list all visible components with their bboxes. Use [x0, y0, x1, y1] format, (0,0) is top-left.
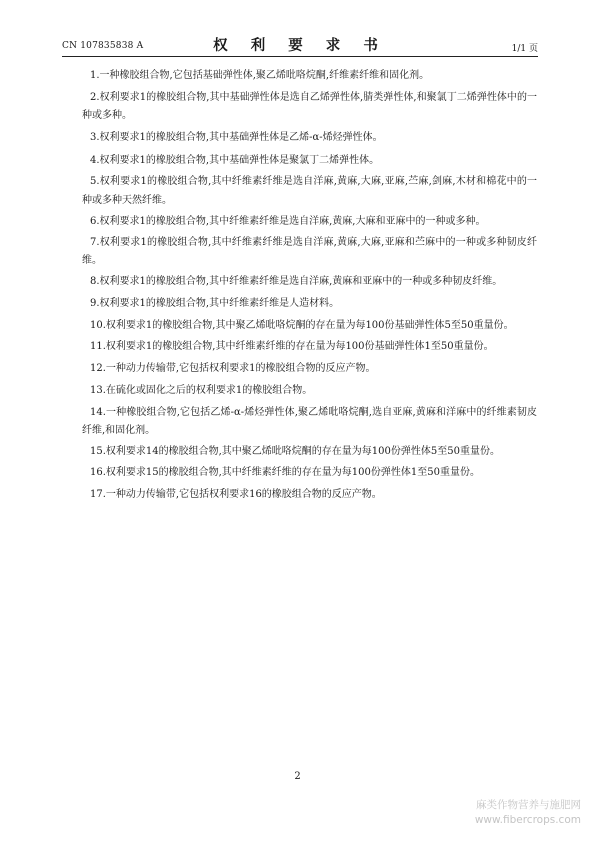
claim-5: 5.权利要求1的橡胶组合物,其中纤维素纤维是选自洋麻,黄麻,大麻,亚麻,苎麻,剑麻,木材和棉花中的一种或多种天然纤维。 — [82, 176, 537, 206]
claims-list — [82, 66, 537, 508]
claim-1: 1.一种橡胶组合物,它包括基础弹性体,聚乙烯吡咯烷酮,纤维素纤维和固化剂。 — [90, 70, 430, 81]
claim-6: 6.权利要求1的橡胶组合物,其中纤维素纤维是选自洋麻,黄麻,大麻和亚麻中的一种或多种。 — [90, 215, 486, 227]
claim-11: 11.权利要求1的橡胶组合物,其中纤维素纤维的存在量为每100份基础弹性体1至50重量份。 — [90, 340, 494, 352]
claim-16: 16.权利要求15的橡胶组合物,其中纤维素纤维的存在量为每100份弹性体1至50重量份。 — [90, 467, 480, 478]
watermark-title: 麻类作物营养与施肥网 — [476, 799, 581, 811]
page-header — [62, 34, 538, 56]
page-number: 2 — [294, 771, 301, 782]
claim-3: 3.权利要求1的橡胶组合物,其中基础弹性体是乙烯-α-烯烃弹性体。 — [90, 132, 383, 143]
claim-12: 12.一种动力传输带,它包括权利要求1的橡胶组合物的反应产物。 — [90, 362, 376, 374]
claim-7: 7.权利要求1的橡胶组合物,其中纤维素纤维是选自洋麻,黄麻,大麻,亚麻和苎麻中的一种或多种韧皮纤维。 — [82, 236, 537, 266]
document-title: 权 利 要 求 书 — [213, 37, 387, 54]
claim-9: 9.权利要求1的橡胶组合物,其中纤维素纤维是人造材料。 — [90, 298, 340, 309]
claim-13: 13.在硫化或固化之后的权利要求1的橡胶组合物。 — [90, 385, 313, 396]
claim-8: 8.权利要求1的橡胶组合物,其中纤维素纤维是选自洋麻,黄麻和亚麻中的一种或多种韧皮纤维。 — [90, 276, 503, 287]
claim-14: 14.一种橡胶组合物,它包括乙烯-α-烯烃弹性体,聚乙烯吡咯烷酮,选自亚麻,黄麻和洋麻中的纤维素韧皮纤维,和固化剂。 — [82, 406, 537, 436]
watermark-url: www.fibercrops.com — [474, 814, 581, 826]
claim-10: 10.权利要求1的橡胶组合物,其中聚乙烯吡咯烷酮的存在量为每100份基础弹性体5至50重量份。 — [90, 319, 514, 331]
header-divider — [62, 56, 538, 57]
claim-17: 17.一种动力传输带,它包括权利要求16的橡胶组合物的反应产物。 — [90, 489, 382, 500]
claim-15: 15.权利要求14的橡胶组合物,其中聚乙烯吡咯烷酮的存在量为每100份弹性体5至50重量份。 — [90, 446, 500, 457]
claim-4: 4.权利要求1的橡胶组合物,其中基础弹性体是聚氯丁二烯弹性体。 — [90, 154, 380, 166]
watermark — [475, 798, 581, 828]
claim-2: 2.权利要求1的橡胶组合物,其中基础弹性体是选自乙烯弹性体,腈类弹性体,和聚氯丁二烯弹性体中的一种或多种。 — [82, 91, 537, 121]
page-count: 1/1 页 — [511, 44, 538, 54]
publication-number: CN 107835838 A — [62, 41, 144, 51]
